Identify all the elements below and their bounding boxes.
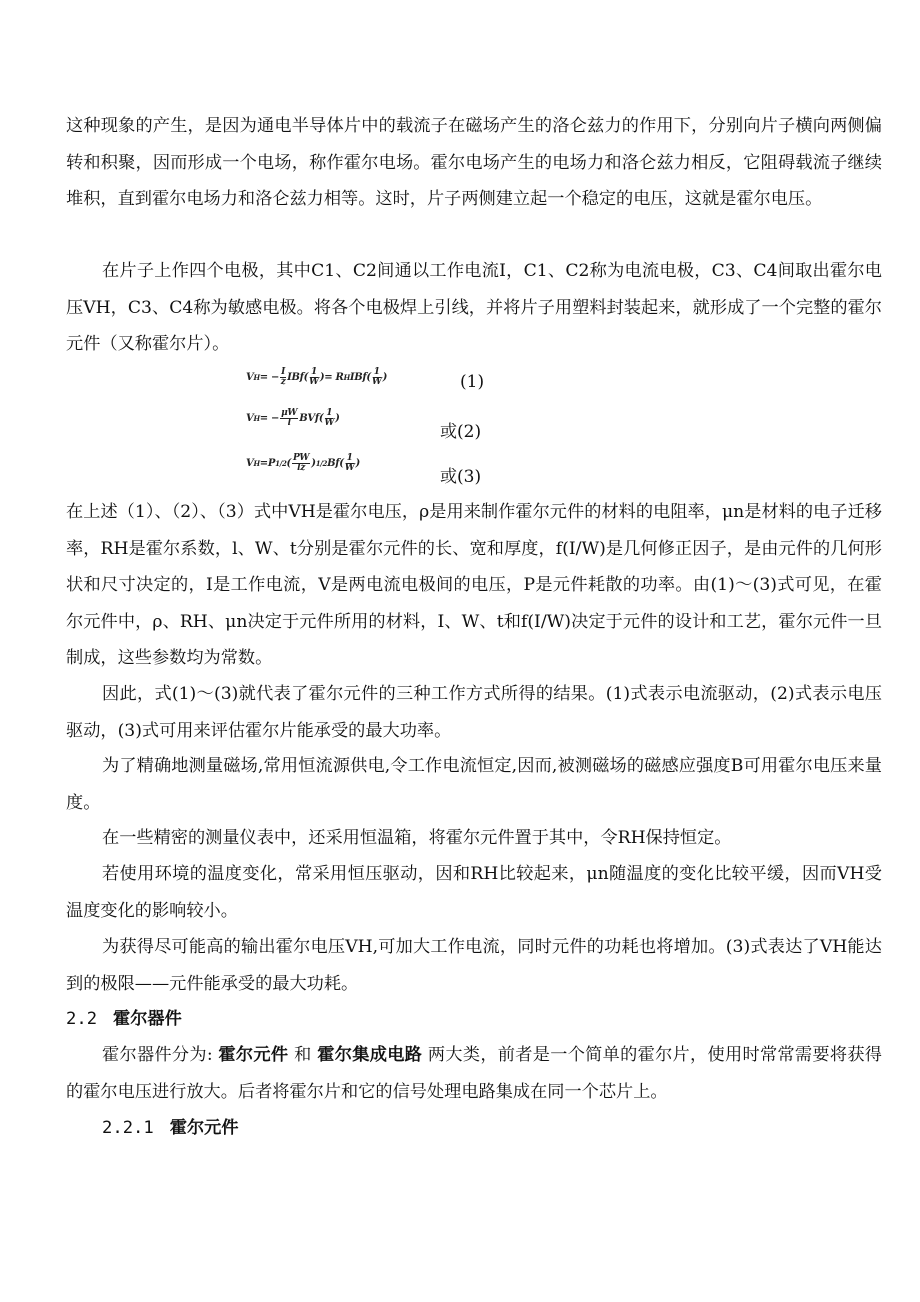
equation-2: V H = − $\frac{\mu W}{l}$ BV f( $\frac{1}{W}$ ): [246, 408, 340, 428]
section-number: 2.2: [66, 1009, 98, 1029]
equation-3-label: 或(3): [440, 467, 482, 487]
equation-1-label: (1): [460, 372, 485, 392]
paragraph-electrodes: 在片子上作四个电极，其中C1、C2间通以工作电流I，C1、C2称为电流电极，C3、C4间取出霍尔电压VH，C3、C4称为敏感电极。将各个电极焊上引线，并将片子用塑料封装起来，就形成了一个完整的霍尔元件（又称霍尔片）。: [66, 261, 882, 354]
equation-3: V H = P 1/2 ( $\frac{PW}{lz}$ ) 1/2 B f( $\frac{1}{W}$ ): [246, 453, 360, 473]
paragraph-device-types: 霍尔器件分为: 霍尔元件 和 霍尔集成电路 两大类，前者是一个简单的霍尔片，使用时常常需要将获得的霍尔电压进行放大。后者将霍尔片和它的信号处理电路集成在同一个芯片上。: [66, 1045, 882, 1102]
section-heading-2-2: [66, 1001, 182, 1037]
section-heading-2-2-1: [102, 1110, 239, 1146]
subsection-number: 2.2.1: [102, 1118, 154, 1138]
paragraph-equation-explanation: 在上述（1）、（2）、（3）式中VH是霍尔电压，ρ是用来制作霍尔元件的材料的电阻率，μn是材料的电子迁移率，RH是霍尔系数，l、W、t分别是霍尔元件的长、宽和厚度，f(I/W)是几何修正因子，是由元件的几何形状和尺寸决定的，I是工作电流，V是两电流电极间的电压，P是元件耗散的功率。由(1)～(3)式可见，在霍尔元件中，ρ、RH、μn决定于元件所用的材料，I、W、t和f(I/W)决定于元件的设计和工艺，霍尔元件一旦制成，这些参数均为常数。: [66, 502, 882, 668]
equation-1: V H = − $\frac{I}{z}$ IB f( $\frac{1}{W}$ ) = R H IB f( $\frac{1}{W}$ ): [246, 367, 388, 387]
term-hall-element: 霍尔元件: [218, 1045, 289, 1065]
paragraph-working-modes: 因此，式(1)～(3)就代表了霍尔元件的三种工作方式所得的结果。(1)式表示电流驱动，(2)式表示电压驱动，(3)式可用来评估霍尔片能承受的最大功率。: [66, 684, 882, 741]
paragraph-thermostat: 在一些精密的测量仪表中，还采用恒温箱，将霍尔元件置于其中，令RH保持恒定。: [102, 828, 732, 848]
paragraph-constant-voltage: 若使用环境的温度变化，常采用恒压驱动，因和RH比较起来，μn随温度的变化比较平缓，因而VH受温度变化的影响较小。: [66, 864, 882, 921]
subsection-title: 霍尔元件: [169, 1118, 239, 1138]
paragraph-max-power: 为获得尽可能高的输出霍尔电压VH,可加大工作电流，同时元件的功耗也将增加。(3)式表达了VH能达到的极限——元件能承受的最大功耗。: [66, 937, 882, 994]
paragraph-hall-effect: 这种现象的产生，是因为通电半导体片中的载流子在磁场产生的洛仑兹力的作用下，分别向片子横向两侧偏转和积聚，因而形成一个电场，称作霍尔电场。霍尔电场产生的电场力和洛仑兹力相反，它阻碍载流子继续堆积，直到霍尔电场力和洛仑兹力相等。这时，片子两侧建立起一个稳定的电压，这就是霍尔电压。: [66, 116, 882, 209]
term-hall-ic: 霍尔集成电路: [317, 1045, 423, 1065]
equation-2-label: 或(2): [440, 422, 482, 442]
section-title: 霍尔器件: [113, 1009, 182, 1029]
paragraph-constant-current: 为了精确地测量磁场,常用恒流源供电,令工作电流恒定,因而,被测磁场的磁感应强度B可用霍尔电压来量度。: [66, 756, 882, 813]
